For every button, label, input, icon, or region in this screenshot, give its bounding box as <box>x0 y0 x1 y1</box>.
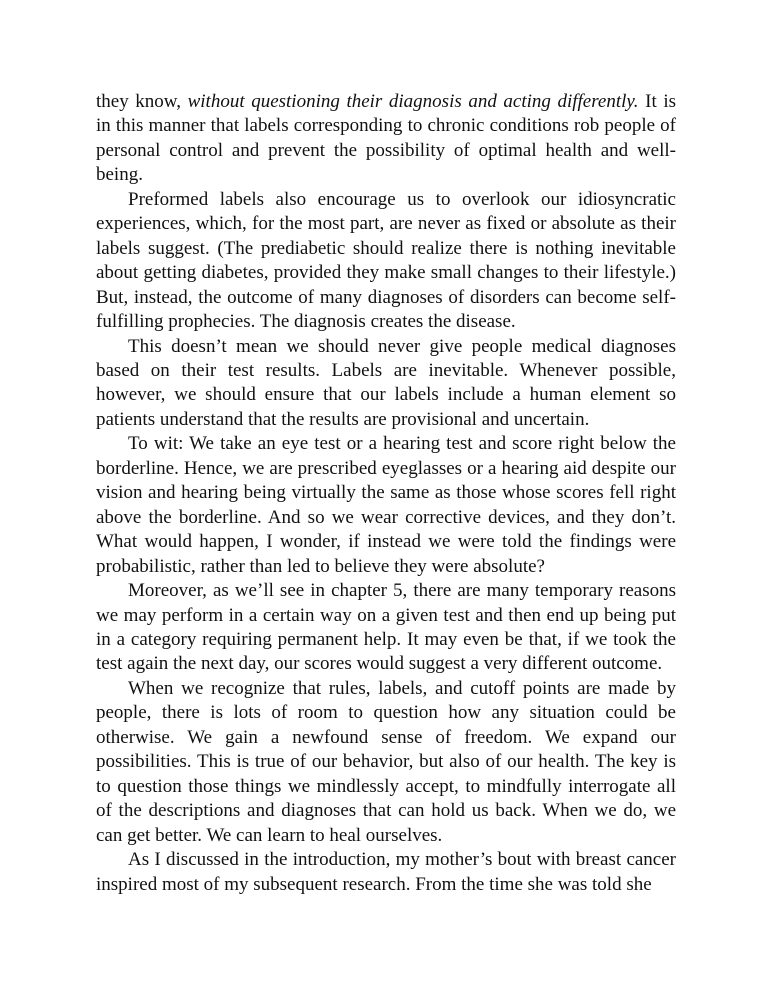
paragraph-1-lead: they know, <box>96 91 188 112</box>
paragraph-1 <box>96 90 676 188</box>
paragraph-1-italic-phrase: without questioning their diagnosis and acting differently. <box>187 91 639 112</box>
paragraph-4: To wit: We take an eye test or a hearing test and score right below the borderline. Hence, we are prescribed eyeglasses or a hearing aid despite our vision and hearing being virtually the same as those whose scores fell right above the borderline. And so we wear corrective devices, and they don’t. What would happen, I wonder, if instead we were told the findings were probabilistic, rather than led to believe they were absolute? <box>96 433 676 577</box>
paragraph-1-text: It is in this manner that labels corresponding to chronic conditions rob people of personal control and prevent the possibility of optimal health and well-being. <box>96 91 676 186</box>
paragraph-3: This doesn’t mean we should never give people medical diagnoses based on their test results. Labels are inevitable. Whenever possible, however, we should ensure that our labels include a human element so patients understand that the results are provisional and uncertain. <box>96 335 676 430</box>
paragraph-2: Preformed labels also encourage us to overlook our idiosyncratic experiences, which, for the most part, are never as fixed or absolute as their labels suggest. (The prediabetic should realize there is nothing inevitable about getting diabetes, provided they make small changes to their lifestyle.) But, instead, the outcome of many diagnoses of disorders can become self-fulfilling prophecies. The diagnosis creates the disease. <box>96 188 676 333</box>
book-page <box>96 90 676 897</box>
paragraph-6: When we recognize that rules, labels, and cutoff points are made by people, there is lots of room to question how any situation could be otherwise. We gain a newfound sense of freedom. We expand our possibilities. This is true of our behavior, but also of our health. The key is to question those things we mindlessly accept, to mindfully interrogate all of the descriptions and diagnoses that can hold us back. When we do, we can get better. We can learn to heal ourselves. <box>96 677 676 846</box>
paragraph-5: Moreover, as we’ll see in chapter 5, there are many temporary reasons we may perform in a certain way on a given test and then end up being put in a category requiring permanent help. It may even be that, if we took the test again the next day, our scores would suggest a very different outcome. <box>96 580 676 675</box>
paragraph-7: As I discussed in the introduction, my mother’s bout with breast cancer inspired most of my subsequent research. From the time she was told she <box>96 849 676 895</box>
